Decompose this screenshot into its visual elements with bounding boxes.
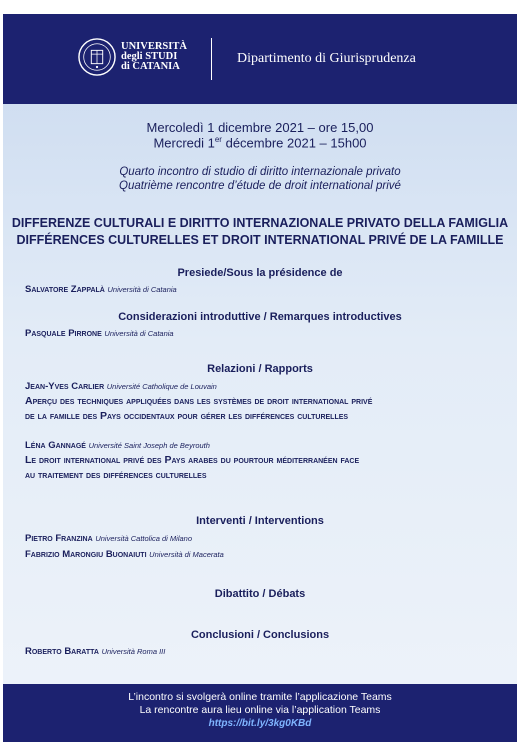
person-name: Jean-Yves Carlier [25, 381, 105, 392]
event-title-italian: DIFFERENZE CULTURALI E DIRITTO INTERNAZIONALE PRIVATO DELLA FAMIGLIA [11, 216, 509, 230]
date-italian: Mercoledì 1 dicembre 2021 – ore 15,00 [146, 120, 374, 135]
header-band [3, 14, 517, 104]
date-french-ordinal: er [214, 135, 222, 144]
footer-info-italian: L’incontro si svolgerà online tramite l’applicazione Teams [128, 691, 392, 703]
footer-band [3, 684, 517, 742]
person-name: Salvatore Zappalà [25, 284, 105, 295]
header-divider [211, 38, 212, 80]
person-name: Pasquale Pirrone [25, 328, 102, 339]
date-french-start: Mercredi 1 [153, 135, 215, 151]
person-affiliation: Université Saint Joseph de Beyrouth [88, 441, 210, 450]
report-speaker-1 [25, 381, 217, 392]
person-affiliation: Université Catholique de Louvain [106, 382, 217, 391]
person-affiliation: Università Cattolica di Milano [95, 534, 193, 543]
event-title-french: DIFFÉRENCES CULTURELLES ET DROIT INTERNATIONAL PRIVÉ DE LA FAMILLE [16, 233, 504, 247]
interventions-heading: Interventi / Interventions [196, 515, 324, 527]
date-french [3, 135, 517, 150]
chair-person [25, 284, 177, 295]
intervention-speaker-2 [25, 549, 224, 560]
teams-link[interactable]: https://bit.ly/3kg0KBd [208, 718, 312, 729]
intro-heading: Considerazioni introduttive / Remarques introductives [118, 311, 402, 323]
university-name-line-1: UNIVERSITÀ [121, 41, 187, 52]
person-affiliation: Università di Catania [104, 329, 174, 338]
date-french-end: décembre 2021 – 15h00 [221, 135, 367, 151]
university-seal-icon [78, 38, 116, 76]
reports-heading: Relazioni / Rapports [207, 363, 313, 375]
meeting-italian: Quarto incontro di studio di diritto internazionale privato [119, 166, 401, 178]
university-name-line-3: di CATANIA [121, 61, 180, 72]
person-name: Roberto Baratta [25, 646, 99, 657]
report-2-title-line-1: Le droit international privé des Pays arabes du pourtour méditerranéen face [25, 454, 360, 466]
footer-info-french: La rencontre aura lieu online via l’application Teams [139, 704, 381, 716]
person-affiliation: Università Roma III [101, 647, 166, 656]
chair-heading: Presiede/Sous la présidence de [177, 267, 343, 279]
person-affiliation: Università di Catania [107, 285, 177, 294]
debate-heading: Dibattito / Débats [214, 588, 306, 600]
intro-person [25, 328, 174, 339]
person-name: Fabrizio Marongiu Buonaiuti [25, 549, 147, 560]
person-name: Pietro Franzina [25, 533, 93, 544]
conclusions-heading: Conclusioni / Conclusions [190, 629, 330, 641]
conclusions-person [25, 646, 165, 657]
poster [3, 14, 517, 742]
report-speaker-2 [25, 440, 210, 451]
person-affiliation: Università di Macerata [149, 550, 224, 559]
meeting-french: Quatrième rencontre d’étude de droit international privé [119, 180, 401, 192]
university-name [121, 42, 187, 72]
university-name-line-2: degli STUDI [121, 51, 178, 62]
intervention-speaker-1 [25, 533, 192, 544]
report-1-title-line-2: de la famille des Pays occidentaux pour gérer les différences culturelles [25, 410, 349, 422]
report-1-title-line-1: Aperçu des techniques appliquées dans les systèmes de droit international privé [25, 395, 373, 407]
department-name: Dipartimento di Giurisprudenza [237, 51, 416, 66]
person-name: Léna Gannagé [25, 440, 86, 451]
report-2-title-line-2: au traitement des différences culturelles [25, 469, 207, 481]
